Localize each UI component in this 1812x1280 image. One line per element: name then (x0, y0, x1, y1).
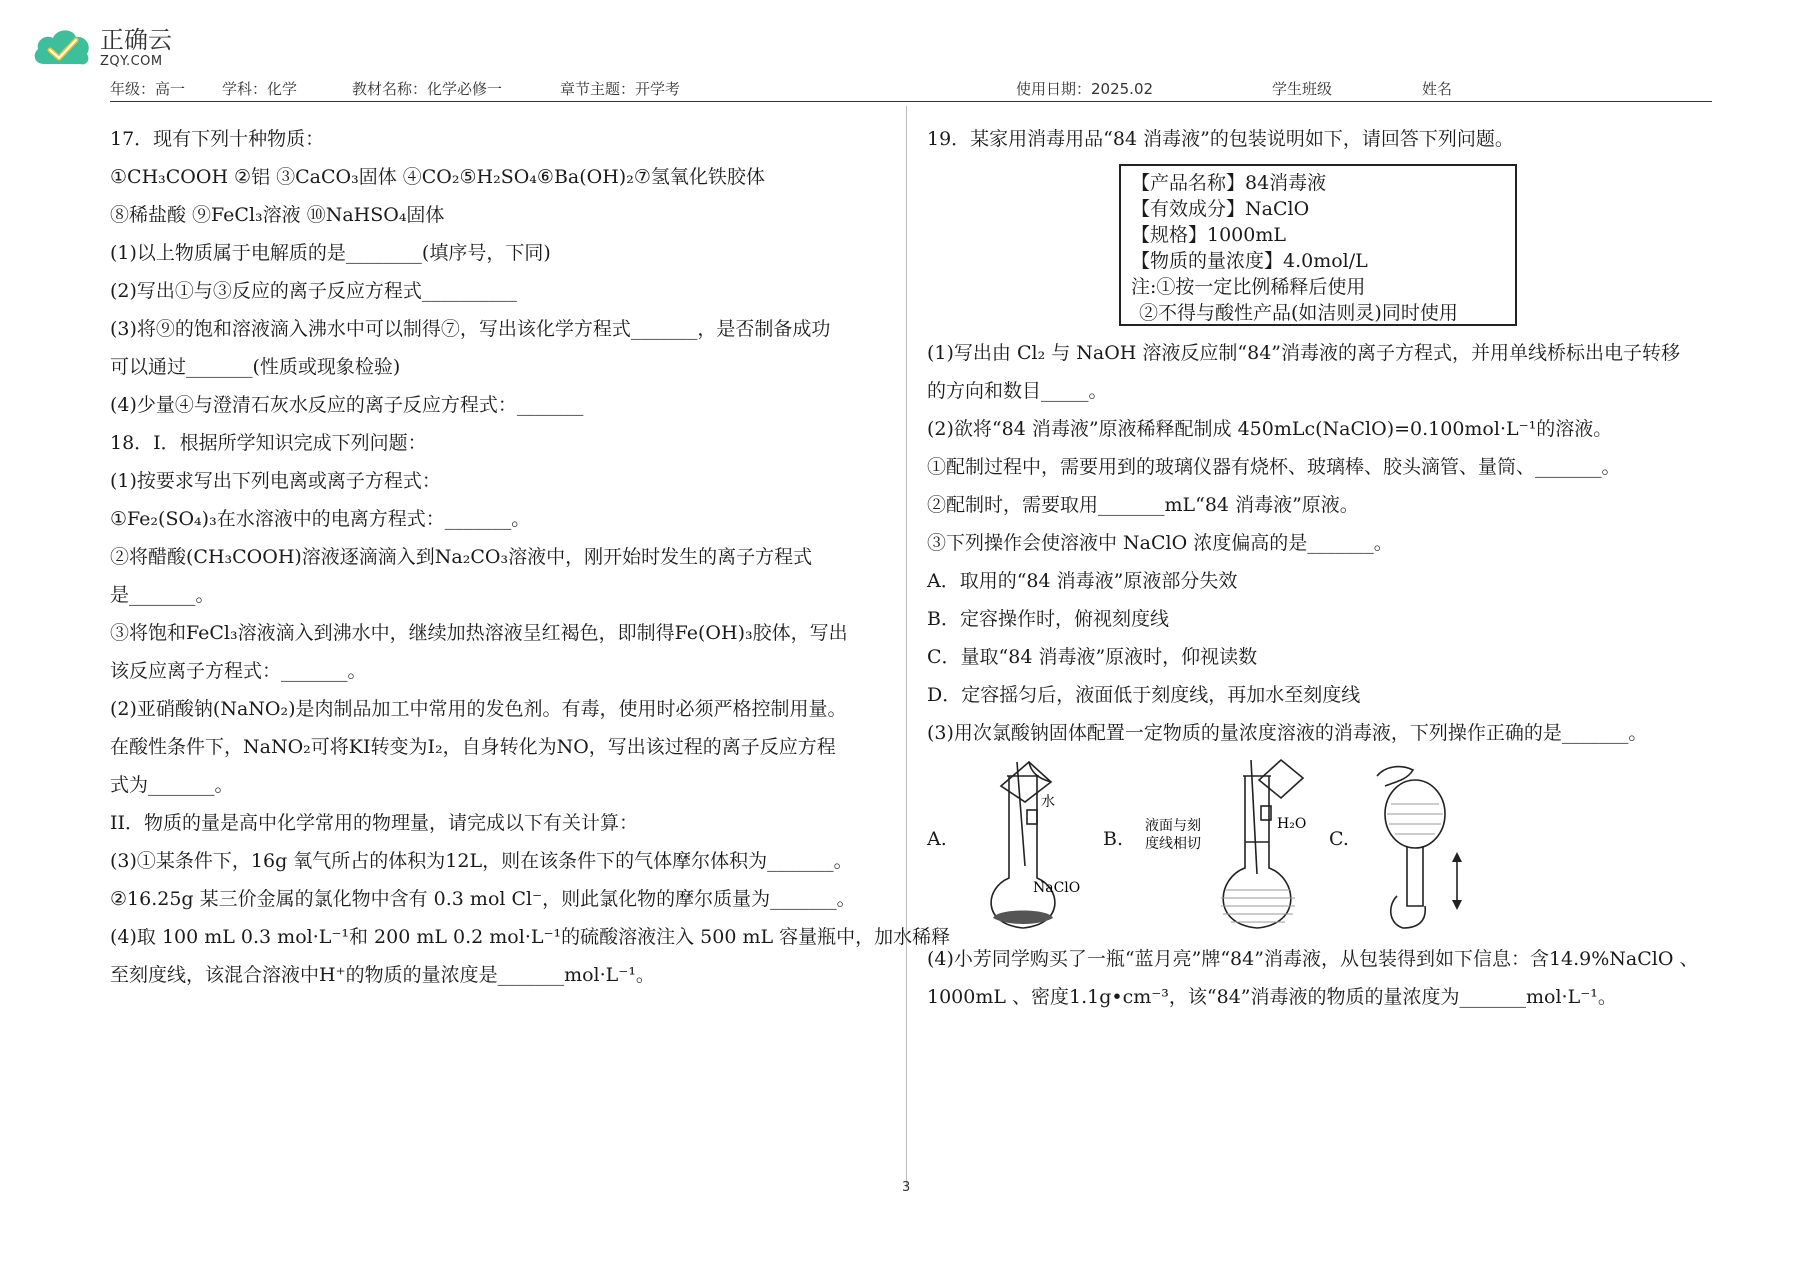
logo-name-en: ZQY.COM (100, 54, 163, 69)
label-naclo: NaClO (1033, 880, 1081, 896)
logo-name-cn: 正确云 (100, 26, 172, 54)
text-line: 式为_______。 (110, 774, 234, 796)
product-notice-box (1119, 164, 1517, 326)
text-line: 18．I．根据所学知识完成下列问题： (110, 432, 427, 454)
text-line: 17．现有下列十种物质： (110, 128, 325, 150)
lab-operations-figure (927, 756, 1717, 934)
page-number: 3 (902, 1180, 911, 1195)
notice-line: 【有效成分】NaClO (1131, 198, 1310, 220)
text-line: (2)欲将“84 消毒液”原液稀释配制成 450mLc(NaClO)=0.100mol·L⁻¹的溶液。 (927, 418, 1613, 440)
text-line: (4)少量④与澄清石灰水反应的离子反应方程式：_______ (110, 394, 584, 416)
header-textbook: 教材名称：化学必修一 (352, 80, 503, 98)
option-a: A．取用的“84 消毒液”原液部分失效 (927, 570, 1238, 592)
text-line: 的方向和数目_____。 (927, 380, 1108, 402)
text-line: ①CH₃COOH ②铝 ③CaCO₃固体 ④CO₂⑤H₂SO₄⑥Ba(OH)₂⑦氢氧化铁胶体 (110, 166, 765, 188)
document-header (0, 78, 1812, 100)
text-line: 在酸性条件下，NaNO₂可将KI转变为I₂，自身转化为NO，写出该过程的离子反应方程 (110, 736, 836, 758)
header-subject: 学科：化学 (222, 80, 298, 98)
figure-label-c: C. (1329, 828, 1349, 850)
site-logo (30, 24, 172, 72)
text-line: (1)写出由 Cl₂ 与 NaOH 溶液反应制“84”消毒液的离子方程式，并用单线桥标出电子转移 (927, 342, 1681, 364)
text-line: (2)亚硝酸钠(NaNO₂)是肉制品加工中常用的发色剂。有毒，使用时必须严格控制用量。 (110, 698, 847, 720)
volumetric-flask-pour-icon (1145, 756, 1315, 934)
text-line: (3)①某条件下，16g 氧气所占的体积为12L，则在该条件下的气体摩尔体积为_______。 (110, 850, 853, 872)
option-b: B．定容操作时，俯视刻度线 (927, 608, 1169, 630)
text-line: (1)按要求写出下列电离或离子方程式： (110, 470, 441, 492)
left-column (110, 120, 951, 994)
text-line: 该反应离子方程式：_______。 (110, 660, 367, 682)
cloud-check-icon (30, 24, 94, 72)
text-line: ③下列操作会使溶液中 NaClO 浓度偏高的是_______。 (927, 532, 1393, 554)
text-line: ①Fe₂(SO₄)₃在水溶液中的电离方程式：_______。 (110, 508, 531, 530)
text-line: 可以通过_______(性质或现象检验) (110, 356, 401, 378)
header-chapter: 章节主题：开学考 (560, 80, 681, 98)
notice-line: 注:①按一定比例稀释后使用 (1131, 276, 1366, 298)
text-line: (4)取 100 mL 0.3 mol·L⁻¹和 200 mL 0.2 mol·L⁻¹的硫酸溶液注入 500 mL 容量瓶中，加水稀释 (110, 926, 951, 948)
notice-line: 【产品名称】84消毒液 (1131, 172, 1327, 194)
notice-line: 【规格】1000mL (1131, 224, 1286, 246)
label-meniscus-line-1: 液面与刻 (1145, 818, 1201, 834)
text-line: (3)用次氯酸钠固体配置一定物质的量浓度溶液的消毒液，下列操作正确的是_______。 (927, 722, 1648, 744)
figure-label-a: A. (927, 828, 947, 850)
text-line: ②将醋酸(CH₃COOH)溶液逐滴滴入到Na₂CO₃溶液中，刚开始时发生的离子方程式 (110, 546, 813, 568)
text-line: ③将饱和FeCl₃溶液滴入到沸水中，继续加热溶液呈红褐色，即制得Fe(OH)₃胶体，写出 (110, 622, 848, 644)
label-h2o: H₂O (1277, 816, 1307, 832)
text-line: (3)将⑨的饱和溶液滴入沸水中可以制得⑦，写出该化学方程式_______，是否制备成功 (110, 318, 831, 340)
header-class: 学生班级 (1272, 80, 1333, 98)
text-line: (2)写出①与③反应的离子反应方程式__________ (110, 280, 517, 302)
text-line: II．物质的量是高中化学常用的物理量，请完成以下有关计算： (110, 812, 639, 834)
option-d: D．定容摇匀后，液面低于刻度线，再加水至刻度线 (927, 684, 1361, 706)
flask-inverting-hands-icon (1367, 756, 1477, 934)
header-rule (110, 101, 1712, 102)
text-line: 1000mL 、密度1.1g•cm⁻³，该“84”消毒液的物质的量浓度为_______mol·L⁻¹。 (927, 986, 1617, 1008)
question-19-intro: 19．某家用消毒用品“84 消毒液”的包装说明如下，请回答下列问题。 (927, 128, 1514, 150)
text-line: ②16.25g 某三价金属的氯化物中含有 0.3 mol Cl⁻，则此氯化物的摩尔质量为_______。 (110, 888, 856, 910)
label-water: 水 (1041, 794, 1055, 810)
volumetric-flask-water-icon (967, 756, 1087, 934)
column-divider (906, 106, 907, 1188)
header-date: 使用日期：2025.02 (1016, 80, 1154, 98)
figure-label-b: B. (1103, 828, 1124, 850)
option-c: C．量取“84 消毒液”原液时，仰视读数 (927, 646, 1258, 668)
right-column (927, 120, 1717, 1016)
text-line: (4)小芳同学购买了一瓶“蓝月亮”牌“84”消毒液，从包装得到如下信息：含14.9%NaClO 、 (927, 948, 1699, 970)
notice-line: ②不得与酸性产品(如洁则灵)同时使用 (1139, 302, 1458, 324)
notice-line: 【物质的量浓度】4.0mol/L (1131, 250, 1368, 272)
header-grade: 年级：高一 (110, 80, 186, 98)
text-line: ①配制过程中，需要用到的玻璃仪器有烧杯、玻璃棒、胶头滴管、量筒、_______。 (927, 456, 1621, 478)
text-line: 是_______。 (110, 584, 215, 606)
text-line: ②配制时，需要取用_______mL“84 消毒液”原液。 (927, 494, 1359, 516)
text-line: 至刻度线，该混合溶液中H⁺的物质的量浓度是_______mol·L⁻¹。 (110, 964, 655, 986)
text-line: ⑧稀盐酸 ⑨FeCl₃溶液 ⑩NaHSO₄固体 (110, 204, 445, 226)
header-name: 姓名 (1422, 80, 1453, 98)
text-line: (1)以上物质属于电解质的是________(填序号，下同) (110, 242, 551, 264)
label-meniscus-line-2: 度线相切 (1145, 836, 1201, 852)
